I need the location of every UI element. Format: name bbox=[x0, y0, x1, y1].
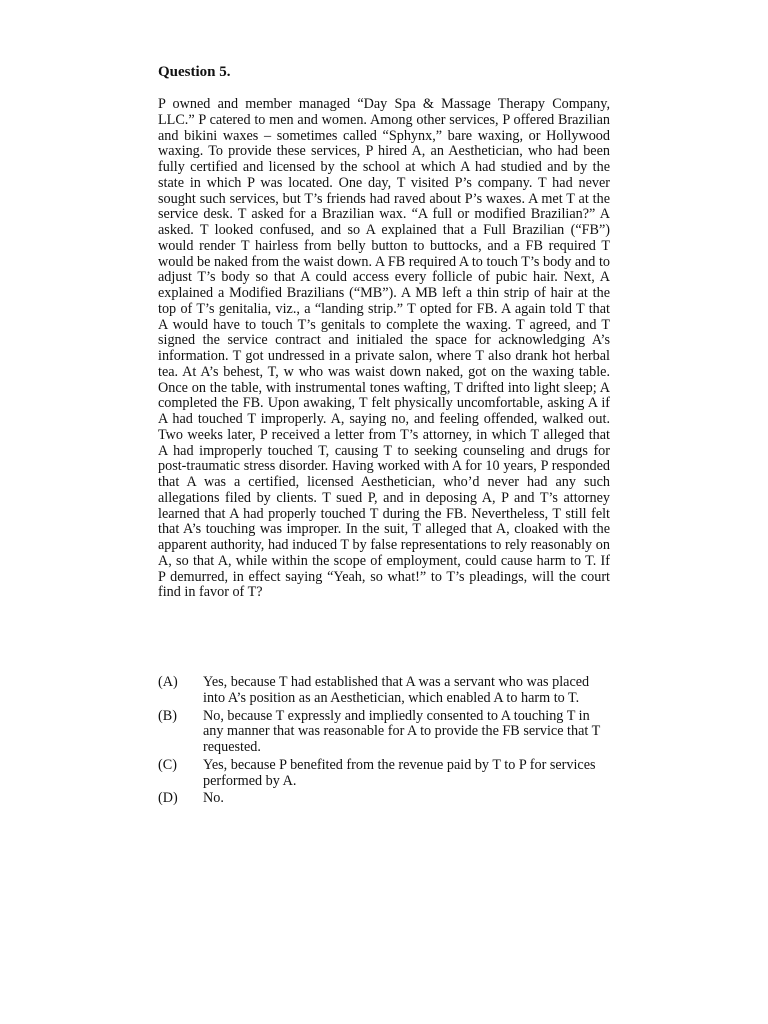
option-b-text: No, because T expressly and impliedly consented to A touching T in any manner that was reasonable for A to provide the FB service that T requested. bbox=[203, 707, 601, 755]
option-c-letter: (C) bbox=[158, 756, 177, 773]
question-heading: Question 5. bbox=[158, 64, 231, 80]
option-a bbox=[158, 675, 610, 707]
answer-options bbox=[158, 675, 610, 809]
option-c bbox=[158, 758, 610, 790]
option-c-text: Yes, because P benefited from the revenue paid by T to P for services performed by A. bbox=[203, 756, 596, 789]
option-a-letter: (A) bbox=[158, 674, 178, 690]
option-d-letter: (D) bbox=[158, 790, 178, 807]
option-d-text: No. bbox=[203, 790, 224, 807]
option-b-letter: (B) bbox=[158, 707, 177, 724]
option-d bbox=[158, 791, 610, 807]
question-passage: P owned and member managed “Day Spa & Massage Therapy Company, LLC.” P catered to men and women. Among other services, P offered Brazilian and bikini waxes – sometimes called “Sphynx,” bare waxing, or Hollywood waxing. To provide these services, P hired A, an Aesthetician, who had been fully certified and licensed by the school at which A had studied and by the state in which P was located. One day, T visited P’s company. T had never sought such services, but T’s friends had raved about P’s waxes. A met T at the service desk. T asked for a Brazilian wax. “A full or modified Brazilian?” A asked. T looked confused, and so A explained that a Full Brazilian (“FB”) would render T hairless from belly button to buttocks, and a FB required T would be naked from the waist down. A FB required A to touch T’s body and to adjust T’s body so that A could access every follicle of pubic hair. Next, A explained a Modified Brazilians (“MB”). A MB left a thin strip of hair at the top of T’s genitalia, viz., a “landing strip.” T opted for FB. A again told T that A would have to touch T’s genitals to complete the waxing. T agreed, and T signed the service contract and initialed the space for acknowledging A’s information. T got undressed in a private salon, where T also drank hot herbal tea. At A’s behest, T, w who was waist down naked, got on the waxing table. Once on the table, with instrumental tones wafting, T drifted into light sleep; A completed the FB. Upon awaking, T felt physically uncomfortable, asking A if A had touched T improperly. A, saying no, and feeling offended, walked out. Two weeks later, P received a letter from T’s attorney, in which T alleged that A had improperly touched T, causing T to seeking counseling and drugs for post-traumatic stress disorder. Having worked with A for 10 years, P responded that A was a certified, licensed Aesthetician, who’d never had any such allegations filed by clients. T sued P, and in deposing A, P and T’s attorney learned that A had properly touched T during the FB. Nevertheless, T still felt that A’s touching was improper. In the suit, T alleged that A, cloaked with the apparent authority, had induced T by false representations to rely reasonably on A, so that A, while within the scope of employment, could cause harm to T. If P demurred, in effect saying “Yeah, so what!” to T’s pleadings, will the court find in favor of T? bbox=[158, 96, 610, 601]
option-a-text: Yes, because T had established that A was a servant who was placed into A’s position as an Aesthetician, which enabled A to harm to T. bbox=[203, 674, 590, 706]
option-b bbox=[158, 709, 610, 756]
